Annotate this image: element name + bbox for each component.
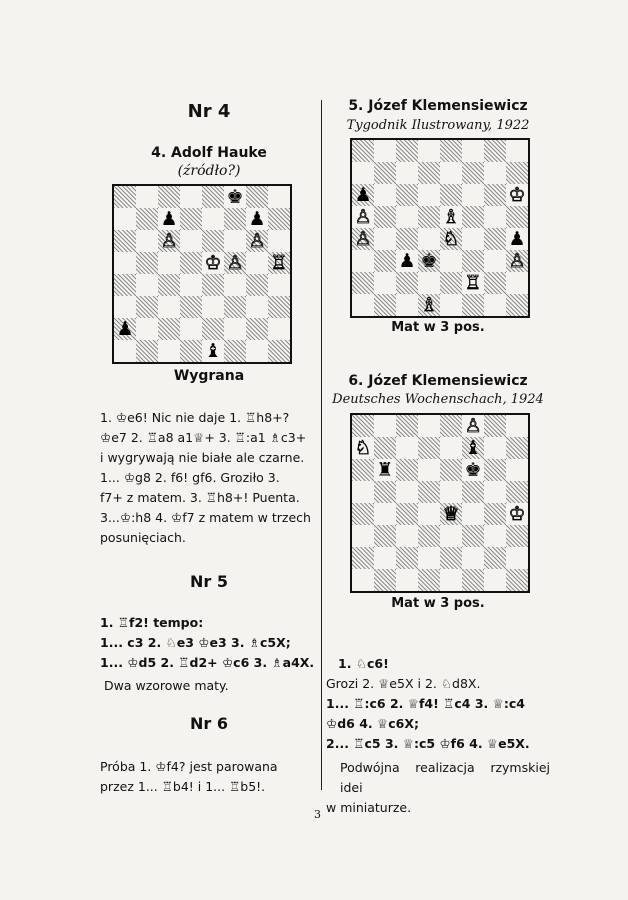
chess-piece: ♝ bbox=[204, 339, 222, 362]
board-square bbox=[462, 569, 484, 591]
board-square bbox=[506, 415, 528, 437]
board-square bbox=[246, 340, 268, 362]
board-square bbox=[484, 272, 506, 294]
board-square bbox=[114, 252, 136, 274]
board-square bbox=[418, 272, 440, 294]
board-square bbox=[180, 340, 202, 362]
board-square bbox=[352, 569, 374, 591]
board-square bbox=[440, 184, 462, 206]
problem6-title: 6. Józef Klemensiewicz bbox=[348, 373, 528, 389]
board-square bbox=[180, 230, 202, 252]
chess-piece: ♟ bbox=[160, 207, 178, 230]
board-square bbox=[374, 250, 396, 272]
heading-nr6: Nr 6 bbox=[190, 714, 228, 733]
chess-piece: ♖ bbox=[464, 271, 482, 294]
solution-line: Grozi 2. ♕e5X i 2. ♘d8X. bbox=[326, 676, 481, 691]
board-square bbox=[440, 250, 462, 272]
board-square bbox=[462, 459, 484, 481]
board-square bbox=[352, 272, 374, 294]
solution5-note: Dwa wzorowe maty. bbox=[104, 678, 229, 693]
board-square bbox=[396, 415, 418, 437]
board-square bbox=[418, 481, 440, 503]
board-square bbox=[352, 206, 374, 228]
board-square bbox=[440, 140, 462, 162]
board-square bbox=[158, 208, 180, 230]
board-square bbox=[506, 250, 528, 272]
board-square bbox=[440, 569, 462, 591]
board-square bbox=[374, 272, 396, 294]
board-square bbox=[506, 503, 528, 525]
solution6 bbox=[100, 757, 314, 797]
board-square bbox=[418, 525, 440, 547]
board-square bbox=[352, 481, 374, 503]
chess-board-problem5 bbox=[350, 138, 530, 318]
solution5-line: 1... c3 2. ♘e3 ♔e3 3. ♗c5X; bbox=[100, 635, 291, 650]
board-square bbox=[246, 274, 268, 296]
board-square bbox=[462, 184, 484, 206]
board-square bbox=[396, 547, 418, 569]
board-square bbox=[462, 437, 484, 459]
board-square bbox=[440, 459, 462, 481]
board-square bbox=[506, 437, 528, 459]
board-square bbox=[396, 459, 418, 481]
board-square bbox=[462, 140, 484, 162]
solution4-line: i wygrywają nie białe ale czarne. bbox=[100, 450, 305, 465]
board-square bbox=[352, 184, 374, 206]
board-square bbox=[224, 274, 246, 296]
solution4-line: f7+ z matem. 3. ♖h8+! Puenta. bbox=[100, 490, 300, 505]
board-square bbox=[462, 547, 484, 569]
board-square bbox=[374, 184, 396, 206]
chess-piece: ♟ bbox=[116, 317, 134, 340]
chess-piece: ♘ bbox=[442, 227, 460, 250]
closing-note-line: w miniaturze. bbox=[326, 800, 412, 815]
chess-piece: ♙ bbox=[508, 249, 526, 272]
chess-piece: ♙ bbox=[464, 414, 482, 437]
board-square bbox=[462, 525, 484, 547]
board-square bbox=[136, 340, 158, 362]
board-square bbox=[396, 272, 418, 294]
board-square bbox=[462, 250, 484, 272]
board-square bbox=[352, 228, 374, 250]
board-square bbox=[158, 186, 180, 208]
solution4-line: 3...♔:h8 4. ♔f7 z matem w trzech bbox=[100, 510, 311, 525]
board-square bbox=[180, 252, 202, 274]
board-square bbox=[484, 294, 506, 316]
board-square bbox=[374, 503, 396, 525]
board-square bbox=[462, 481, 484, 503]
board-square bbox=[484, 415, 506, 437]
chess-piece: ♙ bbox=[160, 229, 178, 252]
board-square bbox=[440, 162, 462, 184]
board-square bbox=[484, 184, 506, 206]
board-square bbox=[246, 208, 268, 230]
board-square bbox=[440, 525, 462, 547]
board-square bbox=[462, 162, 484, 184]
board-square bbox=[352, 250, 374, 272]
chess-piece: ♚ bbox=[464, 458, 482, 481]
board-square bbox=[440, 272, 462, 294]
board-square bbox=[352, 294, 374, 316]
board-square bbox=[202, 208, 224, 230]
problem5-caption: Mat w 3 pos. bbox=[391, 320, 485, 335]
board-square bbox=[246, 252, 268, 274]
board-square bbox=[506, 294, 528, 316]
board-square bbox=[418, 206, 440, 228]
chess-piece: ♜ bbox=[376, 458, 394, 481]
board-square bbox=[180, 274, 202, 296]
board-square bbox=[396, 437, 418, 459]
closing-note bbox=[326, 758, 550, 818]
board-square bbox=[224, 186, 246, 208]
board-square bbox=[440, 481, 462, 503]
chess-piece: ♗ bbox=[442, 205, 460, 228]
column-divider bbox=[321, 100, 322, 790]
board-square bbox=[462, 228, 484, 250]
board-square bbox=[202, 296, 224, 318]
board-square bbox=[352, 503, 374, 525]
board-square bbox=[268, 252, 290, 274]
board-square bbox=[268, 340, 290, 362]
board-square bbox=[484, 547, 506, 569]
board-square bbox=[136, 296, 158, 318]
board-square bbox=[506, 459, 528, 481]
board-square bbox=[352, 415, 374, 437]
board-square bbox=[396, 228, 418, 250]
chess-piece: ♘ bbox=[354, 436, 372, 459]
board-square bbox=[396, 569, 418, 591]
board-square bbox=[136, 230, 158, 252]
board-square bbox=[136, 186, 158, 208]
board-square bbox=[396, 140, 418, 162]
board-square bbox=[268, 186, 290, 208]
board-square bbox=[418, 503, 440, 525]
board-square bbox=[352, 162, 374, 184]
board-square bbox=[418, 228, 440, 250]
solution-line: 1... ♖:c6 2. ♕f4! ♖c4 3. ♕:c4 bbox=[326, 696, 525, 711]
board-square bbox=[396, 206, 418, 228]
board-square bbox=[396, 294, 418, 316]
board-square bbox=[224, 318, 246, 340]
chess-piece: ♙ bbox=[354, 227, 372, 250]
solution5 bbox=[100, 613, 318, 673]
board-square bbox=[202, 230, 224, 252]
board-square bbox=[506, 547, 528, 569]
board-square bbox=[114, 230, 136, 252]
board-square bbox=[224, 340, 246, 362]
board-square bbox=[136, 318, 158, 340]
board-square bbox=[374, 162, 396, 184]
board-square bbox=[352, 525, 374, 547]
board-square bbox=[506, 140, 528, 162]
board-square bbox=[246, 296, 268, 318]
board-square bbox=[418, 294, 440, 316]
board-square bbox=[224, 296, 246, 318]
solution4 bbox=[100, 408, 314, 548]
board-square bbox=[374, 140, 396, 162]
chess-piece: ♖ bbox=[270, 251, 288, 274]
board-square bbox=[506, 272, 528, 294]
board-square bbox=[136, 208, 158, 230]
board-square bbox=[484, 481, 506, 503]
chess-piece: ♗ bbox=[420, 293, 438, 316]
board-square bbox=[462, 272, 484, 294]
board-square bbox=[418, 459, 440, 481]
board-square bbox=[484, 503, 506, 525]
chess-board-problem6 bbox=[350, 413, 530, 593]
board-square bbox=[114, 274, 136, 296]
board-square bbox=[202, 186, 224, 208]
board-square bbox=[506, 569, 528, 591]
board-square bbox=[418, 162, 440, 184]
chess-piece: ♙ bbox=[248, 229, 266, 252]
problem6-caption: Mat w 3 pos. bbox=[391, 596, 485, 611]
board-square bbox=[506, 525, 528, 547]
board-square bbox=[374, 294, 396, 316]
board-square bbox=[224, 208, 246, 230]
board-square bbox=[440, 206, 462, 228]
board-square bbox=[268, 208, 290, 230]
solution-line: ♔d6 4. ♕c6X; bbox=[326, 716, 419, 731]
chess-piece: ♔ bbox=[508, 502, 526, 525]
chess-piece: ♚ bbox=[420, 249, 438, 272]
board-square bbox=[158, 296, 180, 318]
solution4-line: posunięciach. bbox=[100, 530, 186, 545]
solution-line: 2... ♖c5 3. ♕:c5 ♔f6 4. ♕e5X. bbox=[326, 736, 530, 751]
board-square bbox=[158, 340, 180, 362]
board-square bbox=[202, 340, 224, 362]
board-square bbox=[462, 415, 484, 437]
board-square bbox=[440, 294, 462, 316]
solution5-line: 1... ♔d5 2. ♖d2+ ♔c6 3. ♗a4X. bbox=[100, 655, 315, 670]
board-square bbox=[396, 525, 418, 547]
problem4-source: (źródło?) bbox=[177, 163, 241, 179]
solution4-line: 1. ♔e6! Nic nie daje 1. ♖h8+? bbox=[100, 410, 290, 425]
board-square bbox=[506, 228, 528, 250]
board-square bbox=[136, 252, 158, 274]
chess-piece: ♟ bbox=[248, 207, 266, 230]
solution6-line: Próba 1. ♔f4? jest parowana bbox=[100, 759, 278, 774]
board-square bbox=[202, 252, 224, 274]
board-square bbox=[352, 547, 374, 569]
board-square bbox=[158, 274, 180, 296]
board-square bbox=[462, 206, 484, 228]
board-square bbox=[374, 525, 396, 547]
board-square bbox=[180, 186, 202, 208]
chess-piece: ♔ bbox=[204, 251, 222, 274]
board-square bbox=[506, 184, 528, 206]
problem5-source: Tygodnik Ilustrowany, 1922 bbox=[346, 118, 530, 133]
heading-nr5: Nr 5 bbox=[190, 572, 228, 591]
closing-note-line: Podwójna realizacja rzymskiej idei bbox=[340, 760, 550, 795]
board-square bbox=[484, 459, 506, 481]
board-square bbox=[268, 296, 290, 318]
board-square bbox=[180, 318, 202, 340]
board-square bbox=[374, 481, 396, 503]
board-square bbox=[462, 503, 484, 525]
board-square bbox=[158, 318, 180, 340]
board-square bbox=[158, 230, 180, 252]
board-square bbox=[352, 437, 374, 459]
board-square bbox=[440, 547, 462, 569]
chess-piece: ♟ bbox=[398, 249, 416, 272]
page-number: 3 bbox=[314, 808, 321, 821]
solution5-line: 1. ♖f2! tempo: bbox=[100, 615, 204, 630]
board-square bbox=[268, 274, 290, 296]
board-square bbox=[418, 569, 440, 591]
board-square bbox=[136, 274, 158, 296]
board-square bbox=[396, 503, 418, 525]
board-square bbox=[352, 140, 374, 162]
board-square bbox=[484, 569, 506, 591]
board-square bbox=[440, 437, 462, 459]
board-square bbox=[396, 184, 418, 206]
problem5-title: 5. Józef Klemensiewicz bbox=[348, 98, 528, 114]
board-square bbox=[440, 503, 462, 525]
board-square bbox=[484, 250, 506, 272]
solution56 bbox=[326, 654, 550, 754]
board-square bbox=[374, 228, 396, 250]
problem4-title: 4. Adolf Hauke bbox=[151, 145, 267, 161]
board-square bbox=[180, 296, 202, 318]
chess-board-problem4 bbox=[112, 184, 292, 364]
solution6-line: przez 1... ♖b4! i 1... ♖b5!. bbox=[100, 779, 266, 794]
board-square bbox=[114, 208, 136, 230]
board-square bbox=[396, 250, 418, 272]
board-square bbox=[246, 318, 268, 340]
board-square bbox=[418, 184, 440, 206]
board-square bbox=[462, 294, 484, 316]
chess-piece: ♟ bbox=[354, 183, 372, 206]
board-square bbox=[440, 415, 462, 437]
chess-piece: ♙ bbox=[354, 205, 372, 228]
board-square bbox=[202, 318, 224, 340]
heading-nr4: Nr 4 bbox=[187, 101, 231, 122]
solution4-line: ♔e7 2. ♖a8 a1♕+ 3. ♖:a1 ♗c3+ bbox=[100, 430, 307, 445]
board-square bbox=[484, 206, 506, 228]
board-square bbox=[224, 252, 246, 274]
board-square bbox=[374, 459, 396, 481]
board-square bbox=[352, 459, 374, 481]
board-square bbox=[268, 318, 290, 340]
board-square bbox=[268, 230, 290, 252]
chess-piece: ♚ bbox=[226, 185, 244, 208]
board-square bbox=[374, 415, 396, 437]
board-square bbox=[224, 230, 246, 252]
chess-piece: ♟ bbox=[508, 227, 526, 250]
board-square bbox=[506, 481, 528, 503]
board-square bbox=[418, 547, 440, 569]
chess-piece: ♝ bbox=[464, 436, 482, 459]
board-square bbox=[484, 525, 506, 547]
board-square bbox=[114, 186, 136, 208]
board-square bbox=[158, 252, 180, 274]
board-square bbox=[374, 547, 396, 569]
board-square bbox=[374, 437, 396, 459]
chess-piece: ♔ bbox=[508, 183, 526, 206]
board-square bbox=[114, 296, 136, 318]
board-square bbox=[180, 208, 202, 230]
chess-piece: ♕ bbox=[442, 502, 460, 525]
board-square bbox=[418, 250, 440, 272]
board-square bbox=[246, 186, 268, 208]
solution-line: 1. ♘c6! bbox=[338, 656, 389, 671]
board-square bbox=[202, 274, 224, 296]
board-square bbox=[396, 481, 418, 503]
board-square bbox=[506, 162, 528, 184]
board-square bbox=[484, 140, 506, 162]
board-square bbox=[114, 340, 136, 362]
solution4-line: 1... ♔g8 2. f6! gf6. Groziło 3. bbox=[100, 470, 280, 485]
board-square bbox=[114, 318, 136, 340]
board-square bbox=[374, 569, 396, 591]
board-square bbox=[484, 437, 506, 459]
board-square bbox=[484, 162, 506, 184]
board-square bbox=[506, 206, 528, 228]
problem6-source: Deutsches Wochenschach, 1924 bbox=[332, 392, 544, 407]
problem4-caption: Wygrana bbox=[173, 368, 245, 384]
board-square bbox=[418, 437, 440, 459]
board-square bbox=[418, 415, 440, 437]
board-square bbox=[396, 162, 418, 184]
board-square bbox=[484, 228, 506, 250]
board-square bbox=[440, 228, 462, 250]
board-square bbox=[418, 140, 440, 162]
board-square bbox=[246, 230, 268, 252]
chess-piece: ♙ bbox=[226, 251, 244, 274]
board-square bbox=[374, 206, 396, 228]
